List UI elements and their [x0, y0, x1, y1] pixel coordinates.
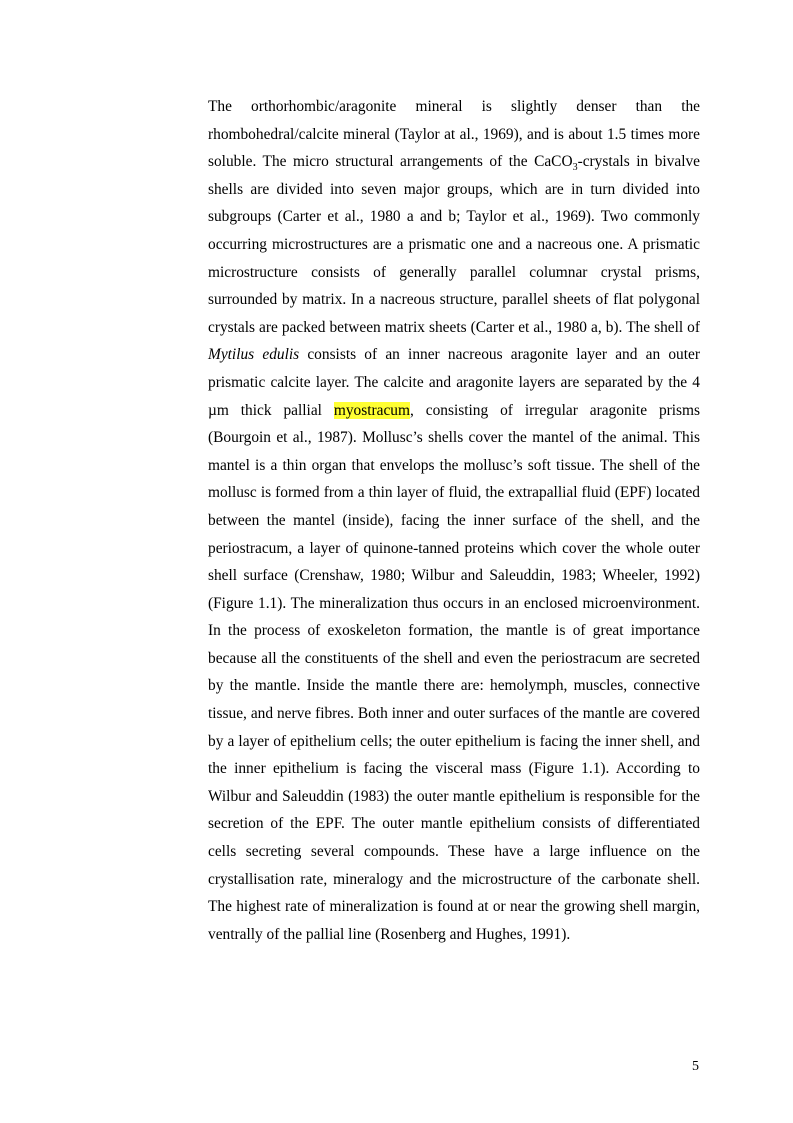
- highlighted-term: myostracum: [333, 401, 410, 419]
- caco3-subscript: 3: [572, 162, 578, 174]
- paragraph-text-part-3: consists of an inner nacreous aragonite layer and an outer prismatic calcite layer. The calcite and aragonite layers are separated by the 4 µm thick pallial: [208, 346, 700, 419]
- species-name-italic: Mytilus edulis: [208, 346, 300, 364]
- page-number: 5: [692, 1059, 699, 1074]
- paragraph-text-part-2: -crystals in bivalve shells are divided into seven major groups, which are in turn divided into subgroups (Carter et al., 1980 a and b; Taylor et al., 1969). Two commonly occurring microstructures are a prismatic one and a nacreous one. A prismatic microstructure consists of generally parallel columnar crystal prisms, surrounded by matrix. In a nacreous structure, parallel sheets of flat polygonal crystals are packed between matrix sheets (Carter et al., 1980 a, b). The shell of: [208, 153, 700, 336]
- paragraph-text-part-1: The orthorhombic/aragonite mineral is slightly denser than the rhombohedral/calcite mineral (Taylor at al., 1969), and is about 1.5 times more soluble. The micro structural arrangements of the CaCO: [208, 98, 700, 171]
- body-paragraph: [208, 93, 700, 948]
- paragraph-text-part-4: , consisting of irregular aragonite prisms (Bourgoin et al., 1987). Mollusc’s shells cover the mantel of the animal. This mantel is a thin organ that envelops the mollusc’s soft tissue. The shell of the mollusc is formed from a thin layer of fluid, the extrapallial fluid (EPF) located between the mantel (inside), facing the inner surface of the shell, and the periostracum, a layer of quinone-tanned proteins which cover the whole outer shell surface (Crenshaw, 1980; Wilbur and Saleuddin, 1983; Wheeler, 1992) (Figure 1.1). The mineralization thus occurs in an enclosed microenvironment. In the process of exoskeleton formation, the mantle is of great importance because all the constituents of the shell and even the periostracum are secreted by the mantle. Inside the mantle there are: hemolymph, muscles, connective tissue, and nerve fibres. Both inner and outer surfaces of the mantle are covered by a layer of epithelium cells; the outer epithelium is facing the inner shell, and the inner epithelium is facing the visceral mass (Figure 1.1). According to Wilbur and Saleuddin (1983) the outer mantle epithelium is responsible for the secretion of the EPF. The outer mantle epithelium consists of differentiated cells secreting several compounds. These have a large influence on the crystallisation rate, mineralogy and the microstructure of the carbonate shell. The highest rate of mineralization is found at or near the growing shell margin, ventrally of the pallial line (Rosenberg and Hughes, 1991).: [208, 401, 700, 943]
